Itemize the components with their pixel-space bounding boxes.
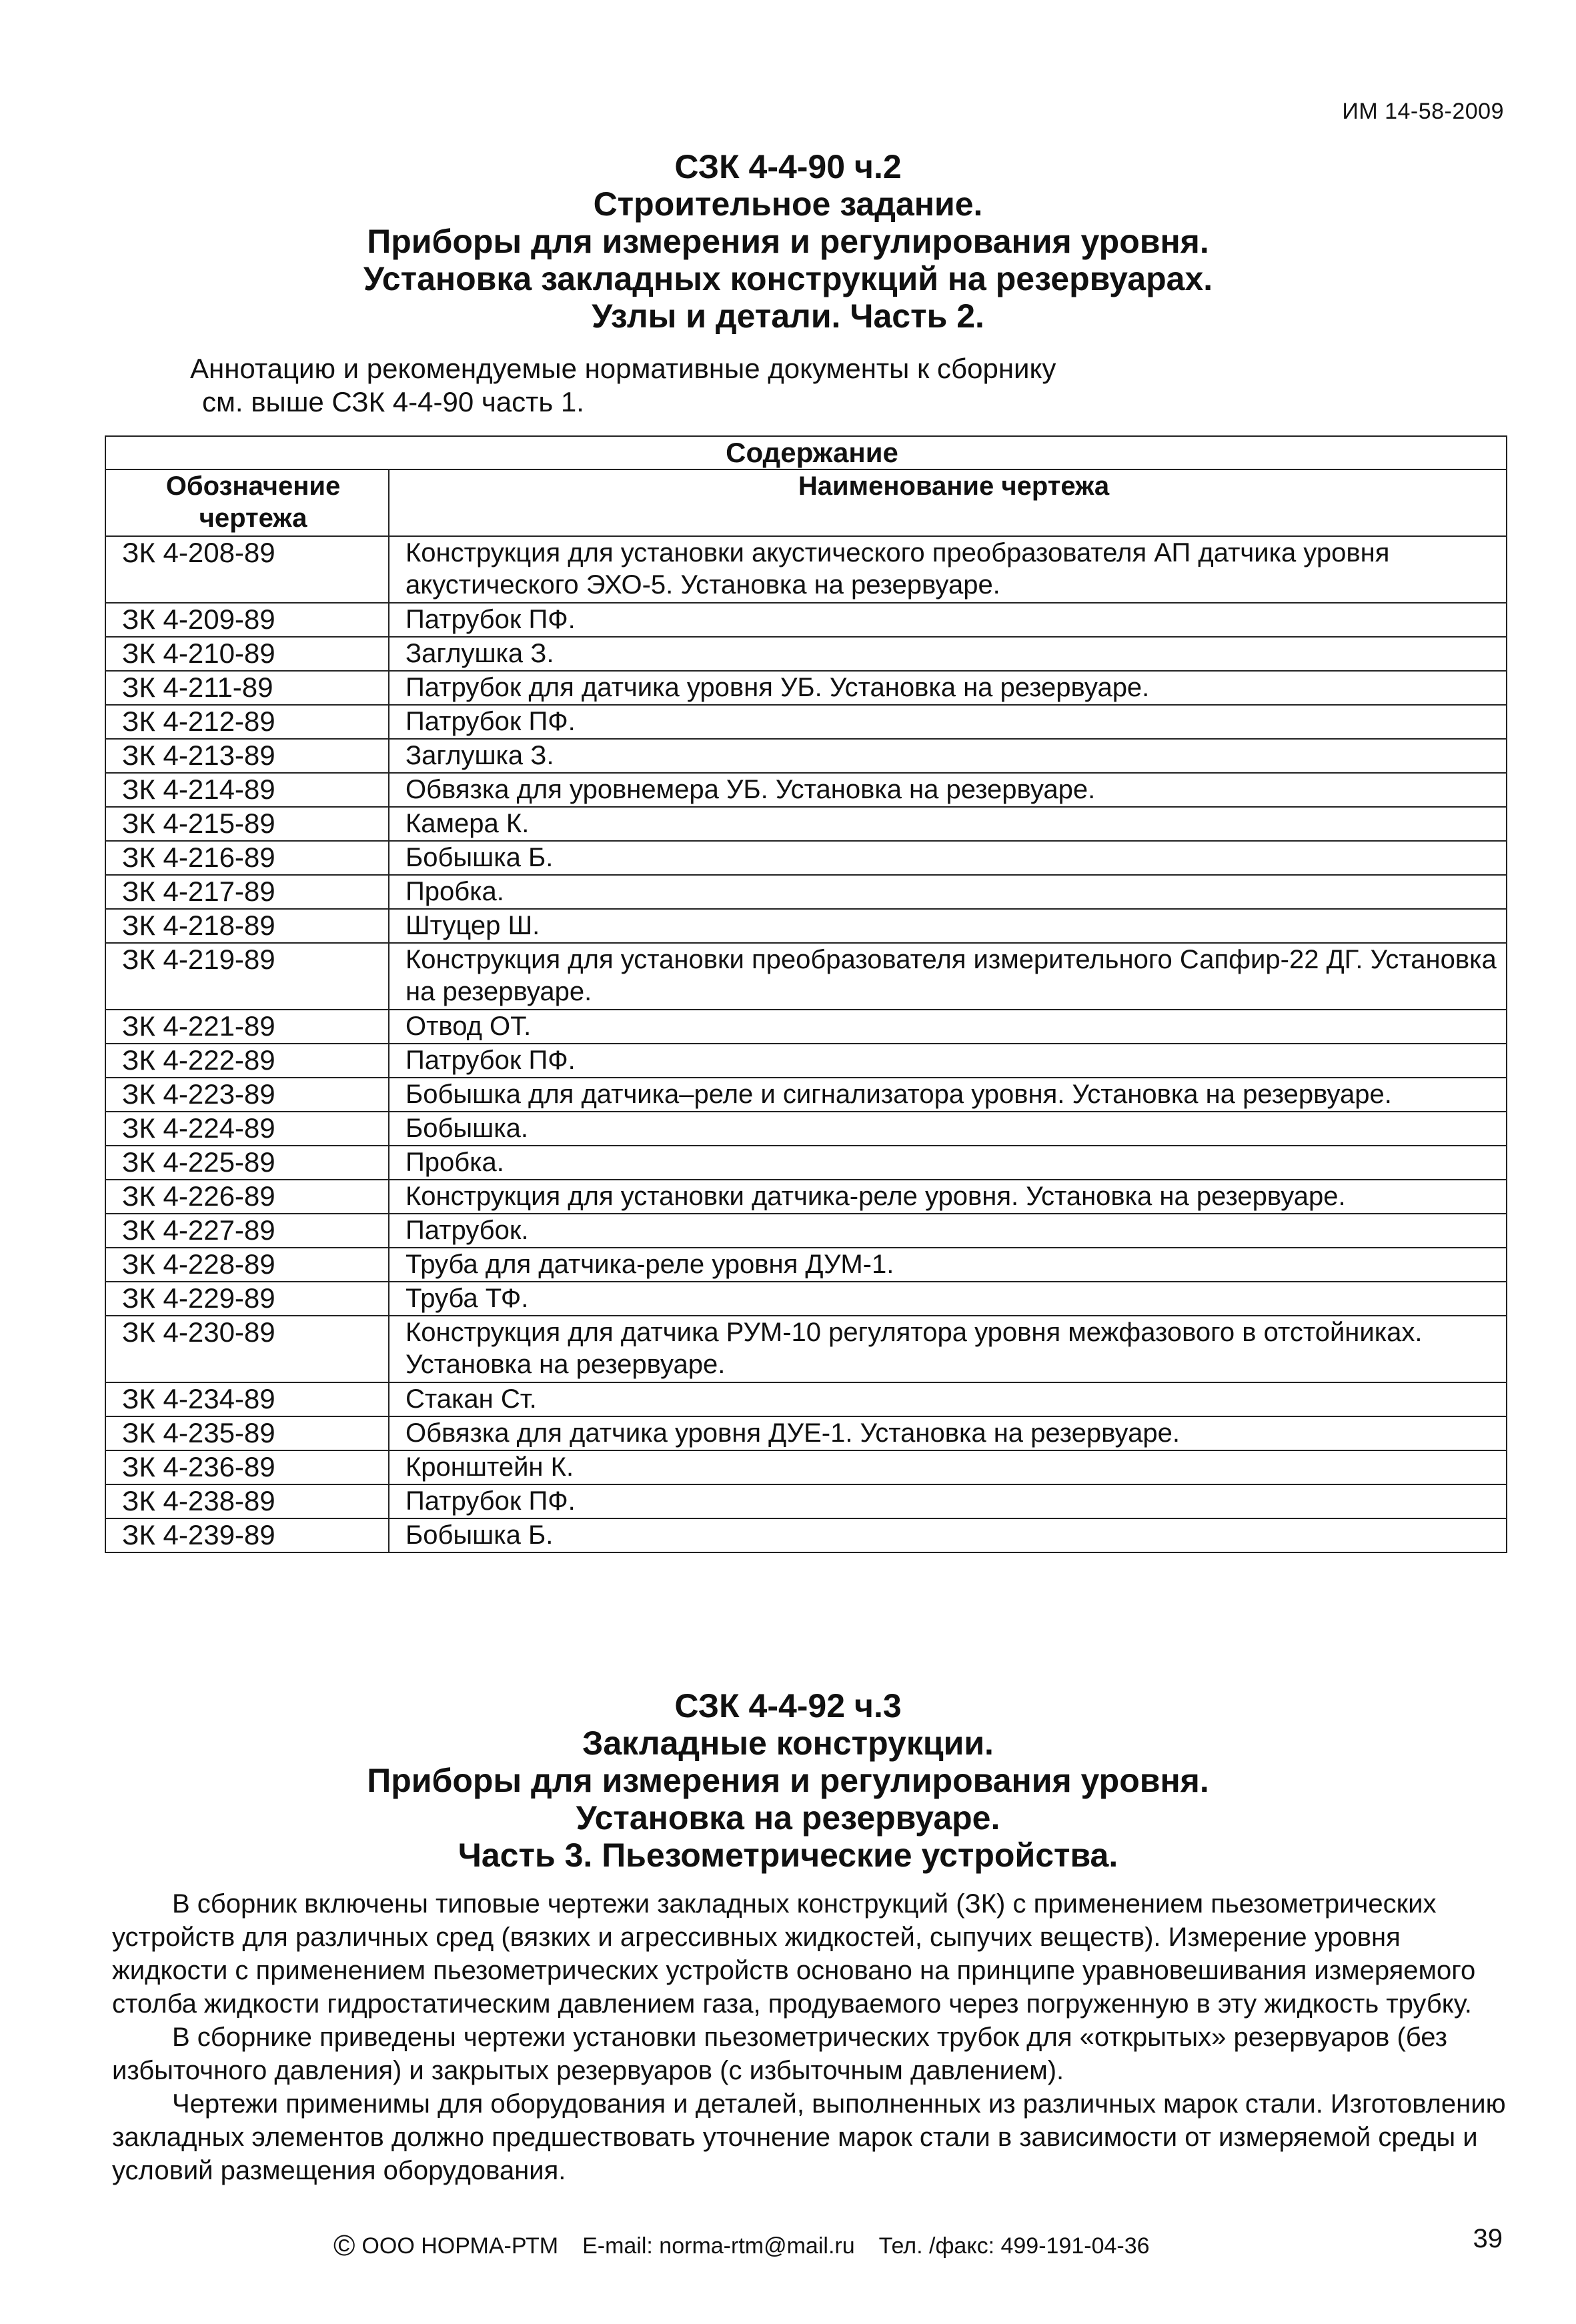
- drawing-code-cell: ЗК 4-225-89: [105, 1146, 389, 1180]
- table-row: [105, 875, 1507, 909]
- drawing-code-cell: ЗК 4-224-89: [105, 1112, 389, 1146]
- drawing-code-cell: ЗК 4-229-89: [105, 1282, 389, 1316]
- drawing-name-cell: Бобышка Б.: [389, 841, 1507, 875]
- drawing-code-cell: ЗК 4-239-89: [105, 1518, 389, 1552]
- table-row: [105, 739, 1507, 773]
- table-row: [105, 1214, 1507, 1248]
- drawing-name-cell: Конструкция для датчика РУМ-10 регулятора уровня межфазового в отстойниках. Установка на резервуаре.: [389, 1316, 1507, 1382]
- drawing-code-cell: ЗК 4-226-89: [105, 1180, 389, 1214]
- table-row: [105, 1282, 1507, 1316]
- table-row: [105, 1112, 1507, 1146]
- drawing-name-cell: Бобышка для датчика–реле и сигнализатора уровня. Установка на резервуаре.: [389, 1078, 1507, 1112]
- table-row: [105, 1416, 1507, 1450]
- contents-heading: Содержание: [105, 436, 1507, 469]
- drawing-code-cell: ЗК 4-211-89: [105, 671, 389, 705]
- table-row: [105, 1484, 1507, 1518]
- section1-title-line: Установка закладных конструкций на резервуарах.: [363, 260, 1213, 297]
- drawing-code-cell: ЗК 4-214-89: [105, 773, 389, 807]
- body-paragraph: В сборник включены типовые чертежи закладных конструкций (ЗК) с применением пьезометрических устройств для различных сред (вязких и агрессивных жидкостей, сыпучих веществ). Измерение уровня жидкости с применением пьезометрических устройств основано на принципе уравновешивания измеряемого столба жидкости гидростатическим давлением газа, продуваемого через погруженную в эту жидкость трубку.: [112, 1889, 1476, 2019]
- drawing-code-cell: ЗК 4-230-89: [105, 1316, 389, 1382]
- column-header-name: Наименование чертежа: [389, 469, 1507, 536]
- section1-title-line: Приборы для измерения и регулирования уровня.: [367, 223, 1209, 260]
- contents-table: [105, 435, 1507, 1553]
- table-row: [105, 705, 1507, 739]
- document-code: ИМ 14-58-2009: [1342, 99, 1504, 124]
- drawing-name-cell: Патрубок ПФ.: [389, 1484, 1507, 1518]
- table-row: [105, 1248, 1507, 1282]
- drawing-name-cell: Кронштейн К.: [389, 1450, 1507, 1484]
- drawing-code-cell: ЗК 4-234-89: [105, 1382, 389, 1416]
- section2-title-line: Закладные конструкции.: [582, 1724, 994, 1762]
- drawing-name-cell: Патрубок ПФ.: [389, 603, 1507, 637]
- drawing-code-cell: ЗК 4-209-89: [105, 603, 389, 637]
- drawing-code-cell: ЗК 4-216-89: [105, 841, 389, 875]
- table-row: [105, 773, 1507, 807]
- drawing-name-cell: Патрубок ПФ.: [389, 1044, 1507, 1078]
- drawing-code-cell: ЗК 4-222-89: [105, 1044, 389, 1078]
- annotation-line: Аннотацию и рекомендуемые нормативные документы к сборнику: [190, 353, 1056, 384]
- drawing-code-cell: ЗК 4-219-89: [105, 943, 389, 1010]
- body-paragraph: В сборнике приведены чертежи установки пьезометрических трубок для «открытых» резервуаров (без избыточного давления) и закрытых резервуаров (с избыточным давлением).: [112, 2023, 1447, 2085]
- drawing-name-cell: Конструкция для установки преобразователя измерительного Сапфир-22 ДГ. Установка на резервуаре.: [389, 943, 1507, 1010]
- drawing-code-cell: ЗК 4-236-89: [105, 1450, 389, 1484]
- drawing-code-cell: ЗК 4-213-89: [105, 739, 389, 773]
- section2-title-line: Приборы для измерения и регулирования уровня.: [367, 1762, 1209, 1799]
- table-row: [105, 536, 1507, 603]
- drawing-name-cell: Патрубок.: [389, 1214, 1507, 1248]
- table-row: [105, 1010, 1507, 1044]
- body-paragraph: Чертежи применимы для оборудования и деталей, выполненных из различных марок стали. Изготовлению закладных элементов должно предшествовать уточнение марок стали в зависимости от измеряемой среды и условий размещения оборудования.: [112, 2089, 1506, 2185]
- section1-title-line: Строительное задание.: [593, 185, 983, 223]
- section1-title-line: Узлы и детали. Часть 2.: [592, 297, 984, 335]
- table-row: [105, 1450, 1507, 1484]
- drawing-name-cell: Камера К.: [389, 807, 1507, 841]
- drawing-code-cell: ЗК 4-215-89: [105, 807, 389, 841]
- drawing-name-cell: Патрубок ПФ.: [389, 705, 1507, 739]
- table-row: [105, 1316, 1507, 1382]
- table-row: [105, 841, 1507, 875]
- table-row: [105, 1382, 1507, 1416]
- footer-email: E-mail: norma-rtm@mail.ru: [582, 2233, 855, 2259]
- drawing-name-cell: Конструкция для установки датчика-реле уровня. Установка на резервуаре.: [389, 1180, 1507, 1214]
- drawing-code-cell: ЗК 4-212-89: [105, 705, 389, 739]
- drawing-name-cell: Бобышка.: [389, 1112, 1507, 1146]
- drawing-name-cell: Обвязка для уровнемера УБ. Установка на резервуаре.: [389, 773, 1507, 807]
- page-number: 39: [1473, 2224, 1503, 2253]
- drawing-code-cell: ЗК 4-208-89: [105, 536, 389, 603]
- table-row: [105, 1078, 1507, 1112]
- footer-company: ООО НОРМА-РТМ: [361, 2233, 559, 2259]
- drawing-name-cell: Труба для датчика-реле уровня ДУМ-1.: [389, 1248, 1507, 1282]
- table-row: [105, 1518, 1507, 1552]
- footer: [333, 2229, 1150, 2263]
- drawing-code-cell: ЗК 4-221-89: [105, 1010, 389, 1044]
- drawing-name-cell: Заглушка З.: [389, 739, 1507, 773]
- table-row: [105, 807, 1507, 841]
- drawing-code-cell: ЗК 4-238-89: [105, 1484, 389, 1518]
- annotation-note: [190, 352, 1056, 419]
- section2-body: [112, 1887, 1513, 2187]
- drawing-name-cell: Стакан Ст.: [389, 1382, 1507, 1416]
- table-row: [105, 603, 1507, 637]
- table-row: [105, 671, 1507, 705]
- section1-title: [0, 148, 1576, 335]
- table-row: [105, 1146, 1507, 1180]
- table-row: [105, 1180, 1507, 1214]
- column-header-code: Обозначение чертежа: [105, 469, 389, 536]
- table-row: [105, 909, 1507, 943]
- drawing-code-cell: ЗК 4-223-89: [105, 1078, 389, 1112]
- drawing-code-cell: ЗК 4-227-89: [105, 1214, 389, 1248]
- section2-title-line: СЗК 4-4-92 ч.3: [674, 1687, 902, 1724]
- footer-phone: Тел. /факс: 499-191-04-36: [878, 2233, 1150, 2259]
- drawing-name-cell: Штуцер Ш.: [389, 909, 1507, 943]
- section2-title-line: Часть 3. Пьезометрические устройства.: [458, 1837, 1118, 1874]
- section2-title: [0, 1687, 1576, 1874]
- table-row: [105, 1044, 1507, 1078]
- contents-body: [105, 536, 1507, 1552]
- drawing-name-cell: Конструкция для установки акустического преобразователя АП датчика уровня акустического ЭХО-5. Установка на резервуаре.: [389, 536, 1507, 603]
- table-row: [105, 943, 1507, 1010]
- copyright-icon: ©: [333, 2229, 355, 2262]
- drawing-name-cell: Труба ТФ.: [389, 1282, 1507, 1316]
- section2-title-line: Установка на резервуаре.: [576, 1799, 1000, 1837]
- drawing-name-cell: Обвязка для датчика уровня ДУЕ-1. Установка на резервуаре.: [389, 1416, 1507, 1450]
- annotation-line: см. выше СЗК 4-4-90 часть 1.: [202, 386, 584, 417]
- drawing-name-cell: Заглушка З.: [389, 637, 1507, 671]
- drawing-code-cell: ЗК 4-218-89: [105, 909, 389, 943]
- drawing-name-cell: Отвод ОТ.: [389, 1010, 1507, 1044]
- drawing-code-cell: ЗК 4-235-89: [105, 1416, 389, 1450]
- drawing-name-cell: Пробка.: [389, 1146, 1507, 1180]
- drawing-name-cell: Пробка.: [389, 875, 1507, 909]
- drawing-code-cell: ЗК 4-228-89: [105, 1248, 389, 1282]
- drawing-code-cell: ЗК 4-210-89: [105, 637, 389, 671]
- table-row: [105, 637, 1507, 671]
- drawing-name-cell: Патрубок для датчика уровня УБ. Установка на резервуаре.: [389, 671, 1507, 705]
- section1-title-line: СЗК 4-4-90 ч.2: [674, 148, 902, 185]
- drawing-name-cell: Бобышка Б.: [389, 1518, 1507, 1552]
- drawing-code-cell: ЗК 4-217-89: [105, 875, 389, 909]
